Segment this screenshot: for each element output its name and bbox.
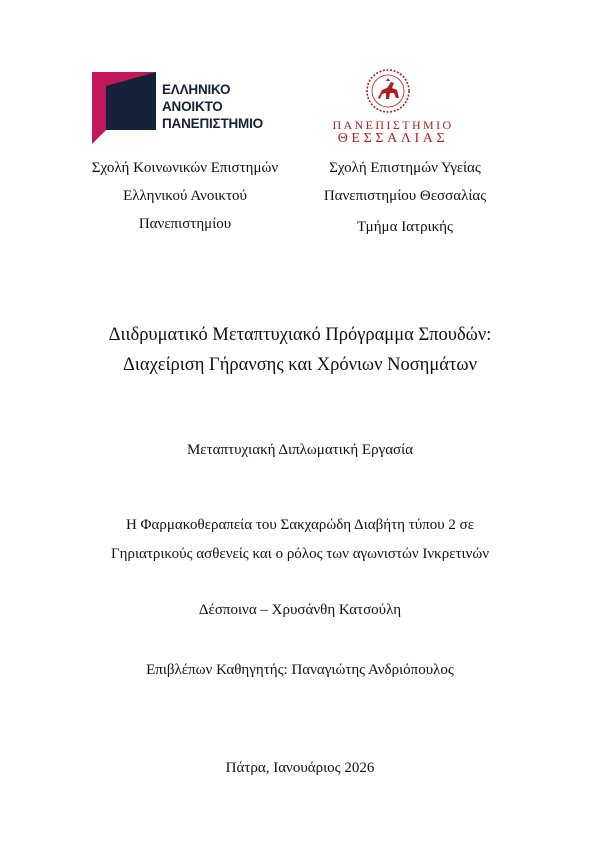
uth-logo [327,68,459,148]
left-school-line3: Πανεπιστημίου [138,216,232,232]
eap-logo [92,72,282,144]
right-school-line2: Πανεπιστημίου Θεσσαλίας [323,188,487,204]
supervisor: Επιβλέπων Καθηγητής: Παναγιώτης Ανδριόπουλος [146,662,454,678]
thesis-title [0,511,600,569]
eap-logo-text [162,81,263,132]
program-title [0,320,600,380]
right-school-line1: Σχολή Επιστημών Υγείας [329,160,481,176]
left-school-line1: Σχολή Κοινωνικών Επιστημών [91,160,279,176]
uth-seal-icon [365,68,411,114]
author-name: Δέσποινα – Χρυσάνθη Κατσούλη [198,602,402,618]
eap-logo-line2: ΑΝΟΙΚΤΟ [162,99,223,114]
right-school [295,154,515,241]
eap-logo-line3: ΠΑΝΕΠΙΣΤΗΜΙΟ [162,116,263,131]
program-title-line1: Διιδρυματικό Μεταπτυχιακό Πρόγραμμα Σπουδών: [108,325,492,345]
thesis-type: Μεταπτυχιακή Διπλωματική Εργασία [186,442,414,458]
right-school-line3: Τμήμα Ιατρικής [357,219,453,235]
eap-logo-line1: ΕΛΛΗΝΙΚΟ [162,82,231,97]
left-school [70,154,300,238]
place-date: Πάτρα, Ιανουάριος 2026 [225,760,375,776]
thesis-title-line1: Η Φαρμακοθεραπεία του Σακχαρώδη Διαβήτη τύπου 2 σε [125,517,475,533]
uth-logo-line1: ΠΑΝΕΠΙΣΤΗΜΙΟ [332,118,454,132]
left-school-line2: Ελληνικού Ανοικτού [123,188,247,204]
eap-logo-mark-icon [92,72,156,144]
uth-logo-line2: ΘΕΣΣΑΛΙΑΣ [337,131,449,146]
program-title-line2: Διαχείριση Γήρανσης και Χρόνιων Νοσημάτων [123,355,477,375]
thesis-title-line2: Γηριατρικούς ασθενείς και ο ρόλος των αγωνιστών Ινκρετινών [110,546,490,562]
